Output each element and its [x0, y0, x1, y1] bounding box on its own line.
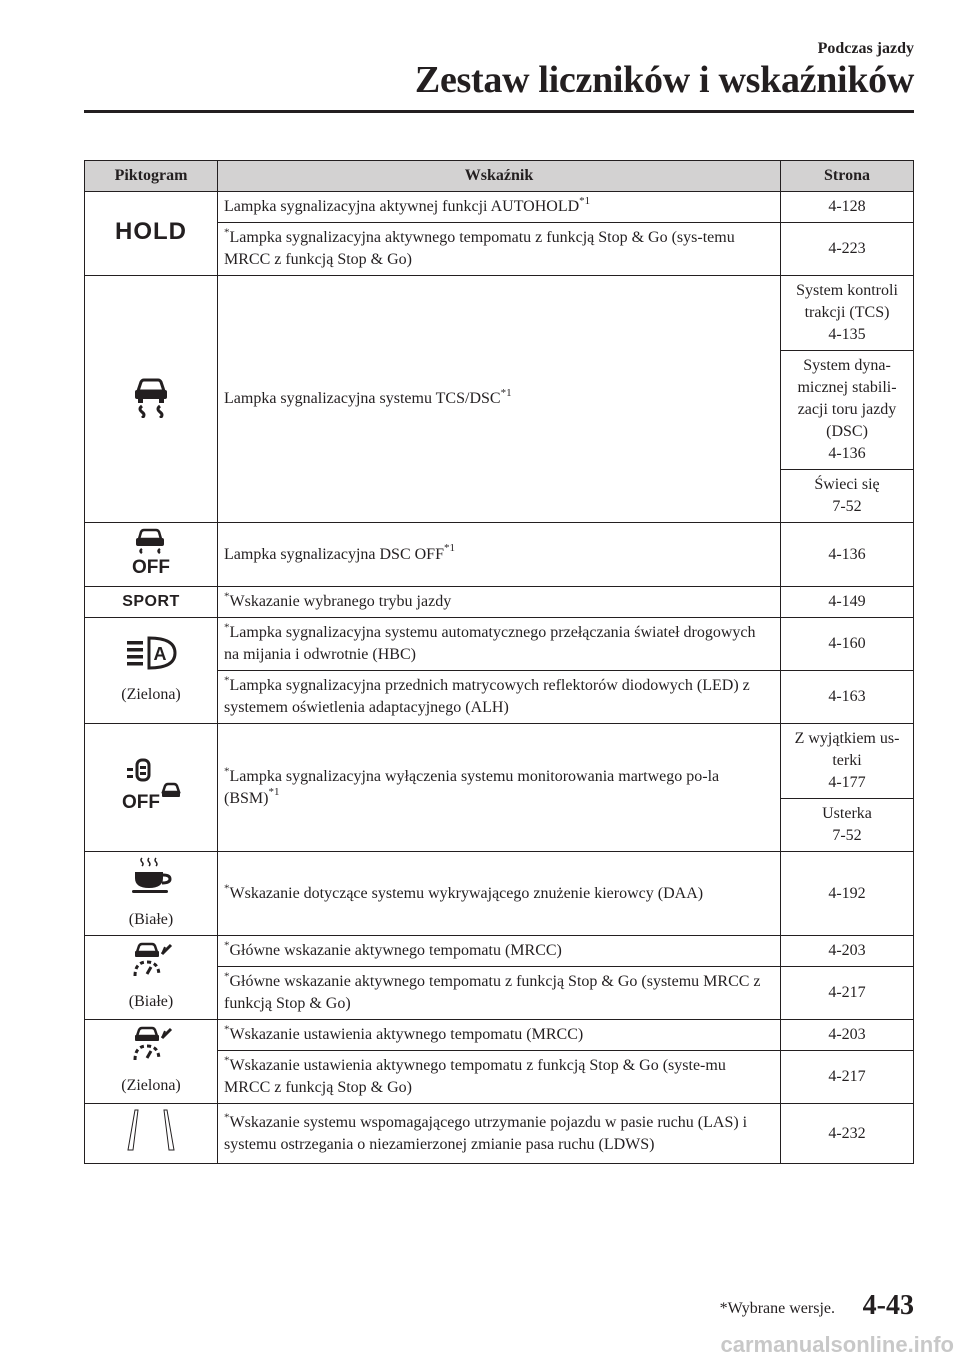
- row-description: [218, 587, 781, 618]
- row-description: [218, 223, 781, 276]
- description-text: Lampka sygnalizacyjna systemu TCS/DSC: [224, 390, 501, 407]
- row-page: 4-149: [781, 587, 914, 618]
- page-title: Zestaw liczników i wskaźników: [414, 59, 914, 101]
- page-ref: 7-52: [832, 498, 862, 515]
- dsc-off-icon-cell: [85, 523, 218, 587]
- column-header-indicator: Wskaźnik: [218, 161, 781, 192]
- row-page: 4-203: [781, 1020, 914, 1051]
- row-page: [781, 724, 914, 799]
- row-description: [218, 1020, 781, 1051]
- bsm-off-icon: [121, 756, 181, 812]
- description-text: Lampka sygnalizacyjna wyłączenia systemu monitorowania martwego po-la (BSM): [224, 767, 720, 807]
- description-text: Wskazanie systemu wspomagającego utrzymanie pojazdu w pasie ruchu (LAS) i systemu ostrzegania o niezamierzonej zmianie pasa ruchu (LDWS): [224, 1113, 748, 1153]
- hold-icon-cell: [85, 192, 218, 276]
- footnote-marker: *1: [443, 542, 455, 555]
- page-note: zacji toru jazdy: [797, 401, 897, 418]
- table-row: [85, 523, 914, 587]
- page-ref: 4-136: [828, 445, 866, 462]
- radar-cruise-icon: [129, 1026, 173, 1062]
- description-text: Wskazanie ustawienia aktywnego tempomatu (MRCC): [229, 1026, 584, 1043]
- table-row: [85, 1104, 914, 1164]
- coffee-cup-icon: [129, 856, 173, 896]
- daa-icon-cell: [85, 852, 218, 936]
- description-text: Lampka sygnalizacyjna przednich matrycowych reflektorów diodowych (LED) z systemem oświetlenia adaptacyjnego (ALH): [224, 677, 750, 716]
- off-label: OFF: [122, 792, 160, 812]
- asterisk-marker: *: [224, 1023, 230, 1036]
- table-row: [85, 192, 914, 223]
- watermark: carmanualsonline.info: [720, 1332, 954, 1357]
- bsm-icon-cell: [85, 724, 218, 852]
- icon-caption: (Zielona): [121, 1077, 181, 1094]
- row-page: 4-203: [781, 936, 914, 967]
- page-note: Z wyjątkiem us-: [794, 730, 900, 747]
- asterisk-marker: *: [224, 970, 230, 983]
- footnote-marker: *1: [500, 386, 512, 399]
- row-page: 4-217: [781, 1051, 914, 1104]
- table-row: [85, 276, 914, 351]
- description-text: Wskazanie ustawienia aktywnego tempomatu z funkcją Stop & Go (syste-mu MRCC z funkcją Stop & Go): [224, 1057, 726, 1096]
- table-row: [85, 936, 914, 967]
- table-row: [85, 618, 914, 671]
- icon-caption: (Białe): [128, 911, 174, 928]
- auto-headlight-icon: [125, 635, 177, 671]
- row-page: [781, 351, 914, 470]
- indicator-table: [84, 160, 914, 1164]
- asterisk-marker: *: [224, 939, 230, 952]
- asterisk-marker: *: [224, 621, 230, 634]
- car-skid-off-icon: [123, 527, 179, 575]
- icon-caption: (Białe): [128, 993, 174, 1010]
- row-description: [218, 523, 781, 587]
- title-rule: [84, 110, 914, 113]
- las-icon-cell: [85, 1104, 218, 1164]
- description-text: Lampka sygnalizacyjna aktywnego tempomatu z funkcją Stop & Go (sys-temu MRCC z funkcją Stop & Go): [224, 229, 735, 268]
- description-text: Główne wskazanie aktywnego tempomatu (MRCC): [229, 942, 562, 959]
- footnote: *Wybrane wersje.: [719, 1300, 835, 1317]
- page-ref: 7-52: [832, 827, 862, 844]
- description-text: Lampka sygnalizacyjna DSC OFF: [224, 545, 444, 563]
- asterisk-marker: *: [224, 226, 230, 239]
- description-text: Wskazanie wybranego trybu jazdy: [229, 593, 452, 610]
- page-note: Usterka: [822, 805, 872, 822]
- description-text: Lampka sygnalizacyjna systemu automatycznego przełączania świateł drogowych na mijania i odwrotnie (HBC): [224, 624, 756, 663]
- tcs-icon-cell: [85, 276, 218, 523]
- page-note: (DSC): [826, 423, 868, 440]
- page-note: trakcji (TCS): [804, 304, 890, 321]
- mrcc-white-icon-cell: [85, 936, 218, 1020]
- table-header-row: [85, 161, 914, 192]
- row-page: 4-160: [781, 618, 914, 671]
- row-page: [781, 276, 914, 351]
- row-description: [218, 724, 781, 852]
- row-page: 4-192: [781, 852, 914, 936]
- row-page: [781, 470, 914, 523]
- mrcc-green-icon-cell: [85, 1020, 218, 1104]
- description-text: Wskazanie dotyczące systemu wykrywającego znużenie kierowcy (DAA): [229, 884, 704, 902]
- page-note: System dyna-: [803, 357, 891, 374]
- asterisk-marker: *: [224, 765, 230, 778]
- lane-lines-icon: [116, 1108, 186, 1152]
- page-note: Świeci się: [814, 476, 880, 493]
- footnote-marker: *1: [268, 786, 280, 799]
- hbc-icon-cell: [85, 618, 218, 724]
- page-note: micznej stabili-: [797, 379, 897, 396]
- description-text: Lampka sygnalizacyjna aktywnej funkcji AUTOHOLD: [224, 198, 580, 215]
- column-header-pictogram: Piktogram: [85, 161, 218, 192]
- table-row: [85, 724, 914, 799]
- row-page: [781, 799, 914, 852]
- radar-cruise-icon: [129, 942, 173, 978]
- asterisk-marker: *: [224, 1111, 230, 1124]
- page-note: System kontroli: [796, 282, 898, 299]
- asterisk-marker: *: [224, 674, 230, 687]
- page-ref: 4-177: [828, 774, 866, 791]
- sport-icon-cell: [85, 587, 218, 618]
- row-description: [218, 967, 781, 1020]
- car-skid-icon: [129, 374, 173, 418]
- page-note: terki: [832, 752, 862, 769]
- table-row: [85, 1020, 914, 1051]
- column-header-page: Strona: [781, 161, 914, 192]
- svg-text:A: A: [153, 644, 167, 664]
- table-row: [85, 852, 914, 936]
- description-text: Główne wskazanie aktywnego tempomatu z funkcją Stop & Go (systemu MRCC z funkcją Stop & Go): [224, 973, 761, 1012]
- row-description: [218, 618, 781, 671]
- row-page: 4-223: [781, 223, 914, 276]
- row-description: [218, 276, 781, 523]
- icon-caption: (Zielona): [121, 686, 181, 703]
- row-description: [218, 1104, 781, 1164]
- row-page: 4-128: [781, 192, 914, 223]
- section-label: Podczas jazdy: [817, 40, 914, 57]
- row-description: [218, 1051, 781, 1104]
- hold-icon: HOLD: [115, 218, 187, 245]
- row-description: [218, 852, 781, 936]
- row-page: 4-136: [781, 523, 914, 587]
- row-page: 4-163: [781, 671, 914, 724]
- asterisk-marker: *: [224, 590, 230, 603]
- table-row: [85, 587, 914, 618]
- row-description: [218, 671, 781, 724]
- footnote-marker: *1: [579, 194, 591, 207]
- row-page: 4-232: [781, 1104, 914, 1164]
- off-label: OFF: [132, 557, 170, 575]
- asterisk-marker: *: [224, 1054, 230, 1067]
- sport-icon: SPORT: [122, 593, 180, 610]
- page-ref: 4-135: [828, 326, 866, 343]
- row-description: [218, 192, 781, 223]
- page-number: 4-43: [862, 1290, 914, 1321]
- row-page: 4-217: [781, 967, 914, 1020]
- row-description: [218, 936, 781, 967]
- asterisk-marker: *: [224, 882, 230, 895]
